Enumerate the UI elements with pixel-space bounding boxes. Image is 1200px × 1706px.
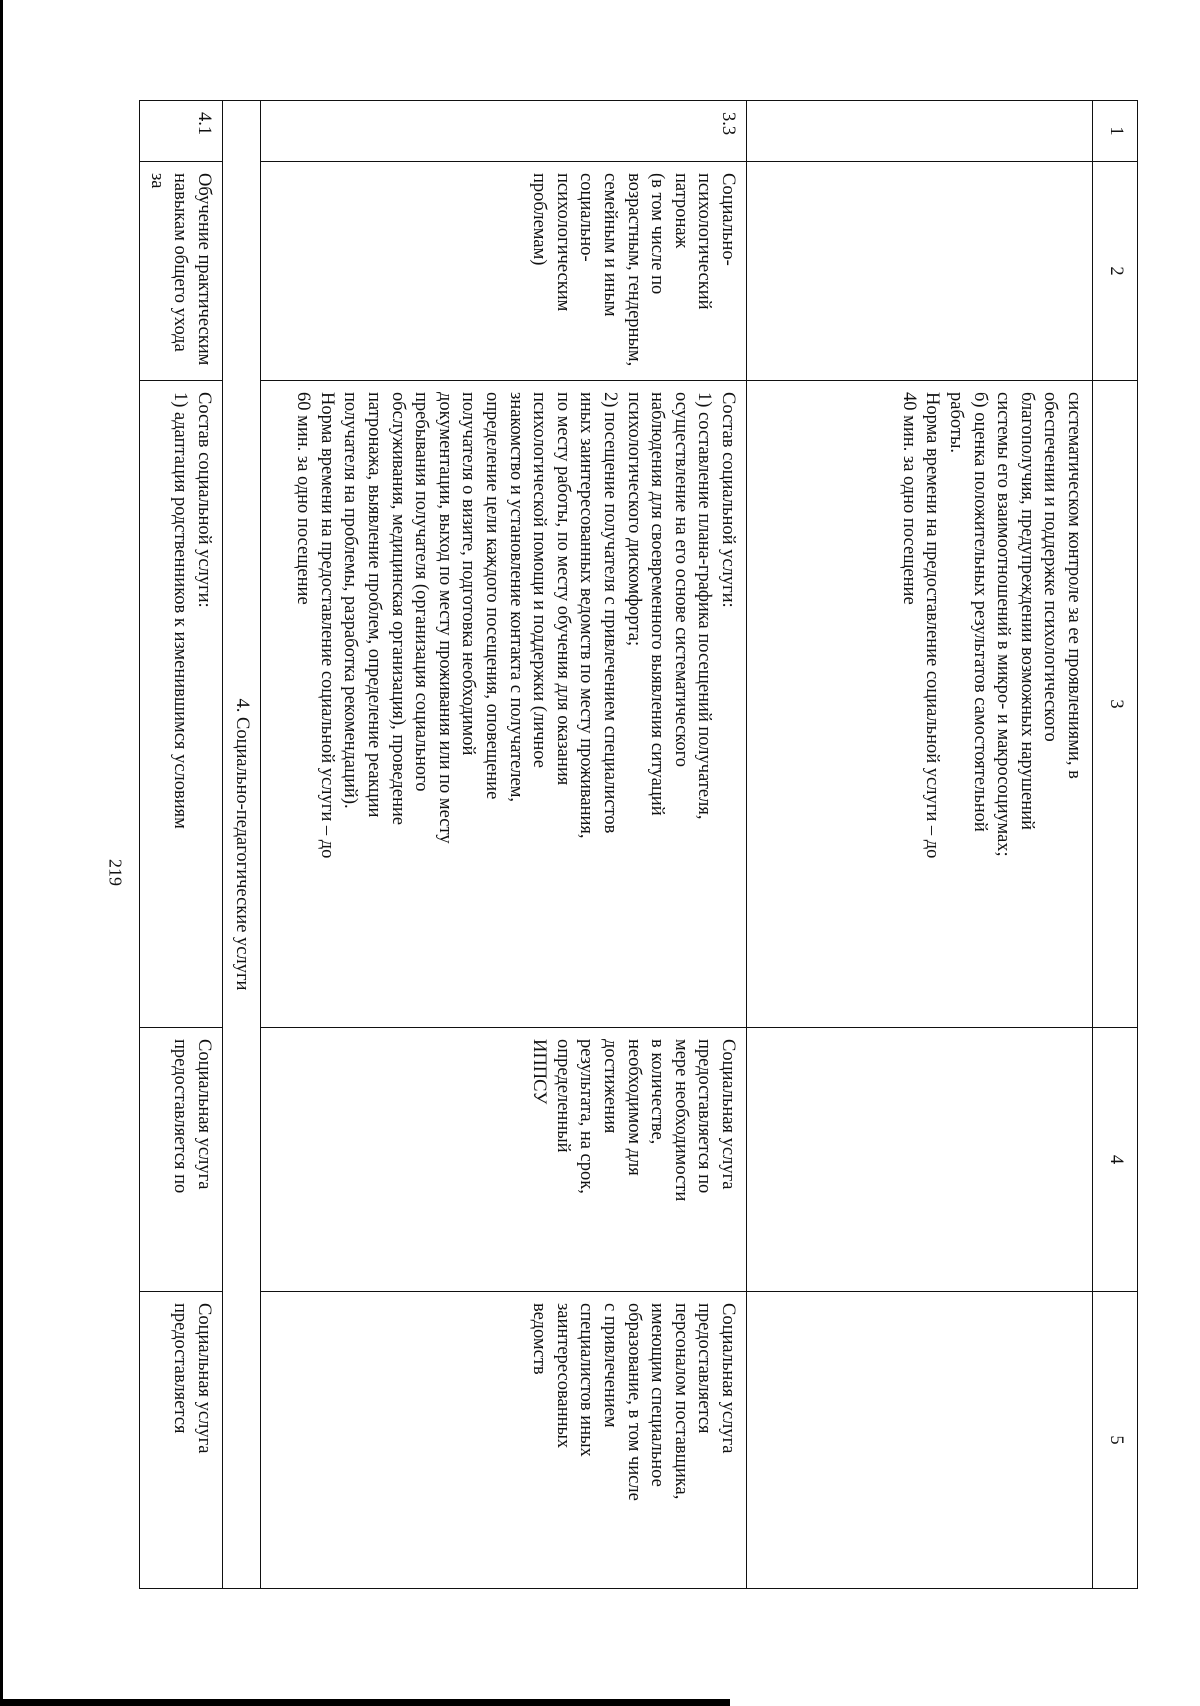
service-composition-cell: Состав социальной услуги: 1) адаптация родственников к изменившимся условиям [140, 381, 223, 1028]
service-frequency-cell: Социальная услуга предоставляется по [140, 1028, 223, 1292]
row-number-cell: 3.3 [261, 101, 747, 162]
header-cell: 2 [1093, 162, 1138, 381]
table-row [747, 101, 1093, 1589]
service-name-cell: Обучение практическим навыкам общего ухода за [140, 162, 223, 381]
header-cell: 1 [1093, 101, 1138, 162]
scan-edge-bottom [0, 1699, 730, 1706]
table-row [261, 101, 747, 1589]
service-composition-cell: Состав социальной услуги: 1) составление плана-графика посещений получателя, осуществление на его основе систематического наблюдения для своевременного выявления ситуаций психологического дискомфорта; 2) посещение получателя с привлечением специалистов иных заинтересованных ведомств по месту проживания, по месту работы, по месту обучения для оказания психологической помощи и поддержки (личное знакомство и установление контакта с получателем, определение цели каждого посещения, оповещение получателя о визите, подготовка необходимой документации, выход по месту проживания или по месту пребывания получателя (организация социального обслуживания, медицинская организация), проведение патронажа, выявление проблем, определение реакции получателя на проблемы, разработка рекомендаций). Норма времени на предоставление социальной услуги – до 60 мин. за одно посещение [261, 381, 747, 1028]
service-frequency-cell [747, 1028, 1093, 1292]
table-row [140, 101, 223, 1589]
section-title: 4. Социально-педагогические услуги [223, 101, 261, 1589]
section-row [223, 101, 261, 1589]
header-row [1093, 101, 1138, 1589]
row-number-cell: 4.1 [140, 101, 223, 162]
service-conditions-cell: Социальная услуга предоставляется [140, 1292, 223, 1589]
row-number-cell [747, 101, 1093, 162]
service-name-cell: Социально- психологический патронаж (в том числе по возрастным, гендерным, семейным и иным социально- психологическим проблемам) [261, 162, 747, 381]
header-cell: 4 [1093, 1028, 1138, 1292]
rotated-table-container [146, 100, 1138, 1588]
scan-edge-left [0, 0, 3, 1706]
header-cell: 3 [1093, 381, 1138, 1028]
service-name-cell [747, 162, 1093, 381]
header-cell: 5 [1093, 1292, 1138, 1589]
page-number: 219 [105, 859, 126, 886]
service-frequency-cell: Социальная услуга предоставляется по мере необходимости в количестве, необходимом для достижения результата, на срок, определенный ИППСУ [261, 1028, 747, 1292]
service-conditions-cell: Социальная услуга предоставляется персоналом поставщика, имеющим специальное образование, в том числе с привлечением специалистов иных заинтересованных ведомств [261, 1292, 747, 1589]
services-table [139, 100, 1138, 1589]
service-composition-cell: систематическом контроле за ее проявлениями, в обеспечении и поддержке психологического благополучия, предупреждении возможных нарушений системы его взаимоотношений в микро- и макросоциумах; б) оценка положительных результатов самостоятельной работы. Норма времени на предоставление социальной услуги – до 40 мин. за одно посещение [747, 381, 1093, 1028]
service-conditions-cell [747, 1292, 1093, 1589]
